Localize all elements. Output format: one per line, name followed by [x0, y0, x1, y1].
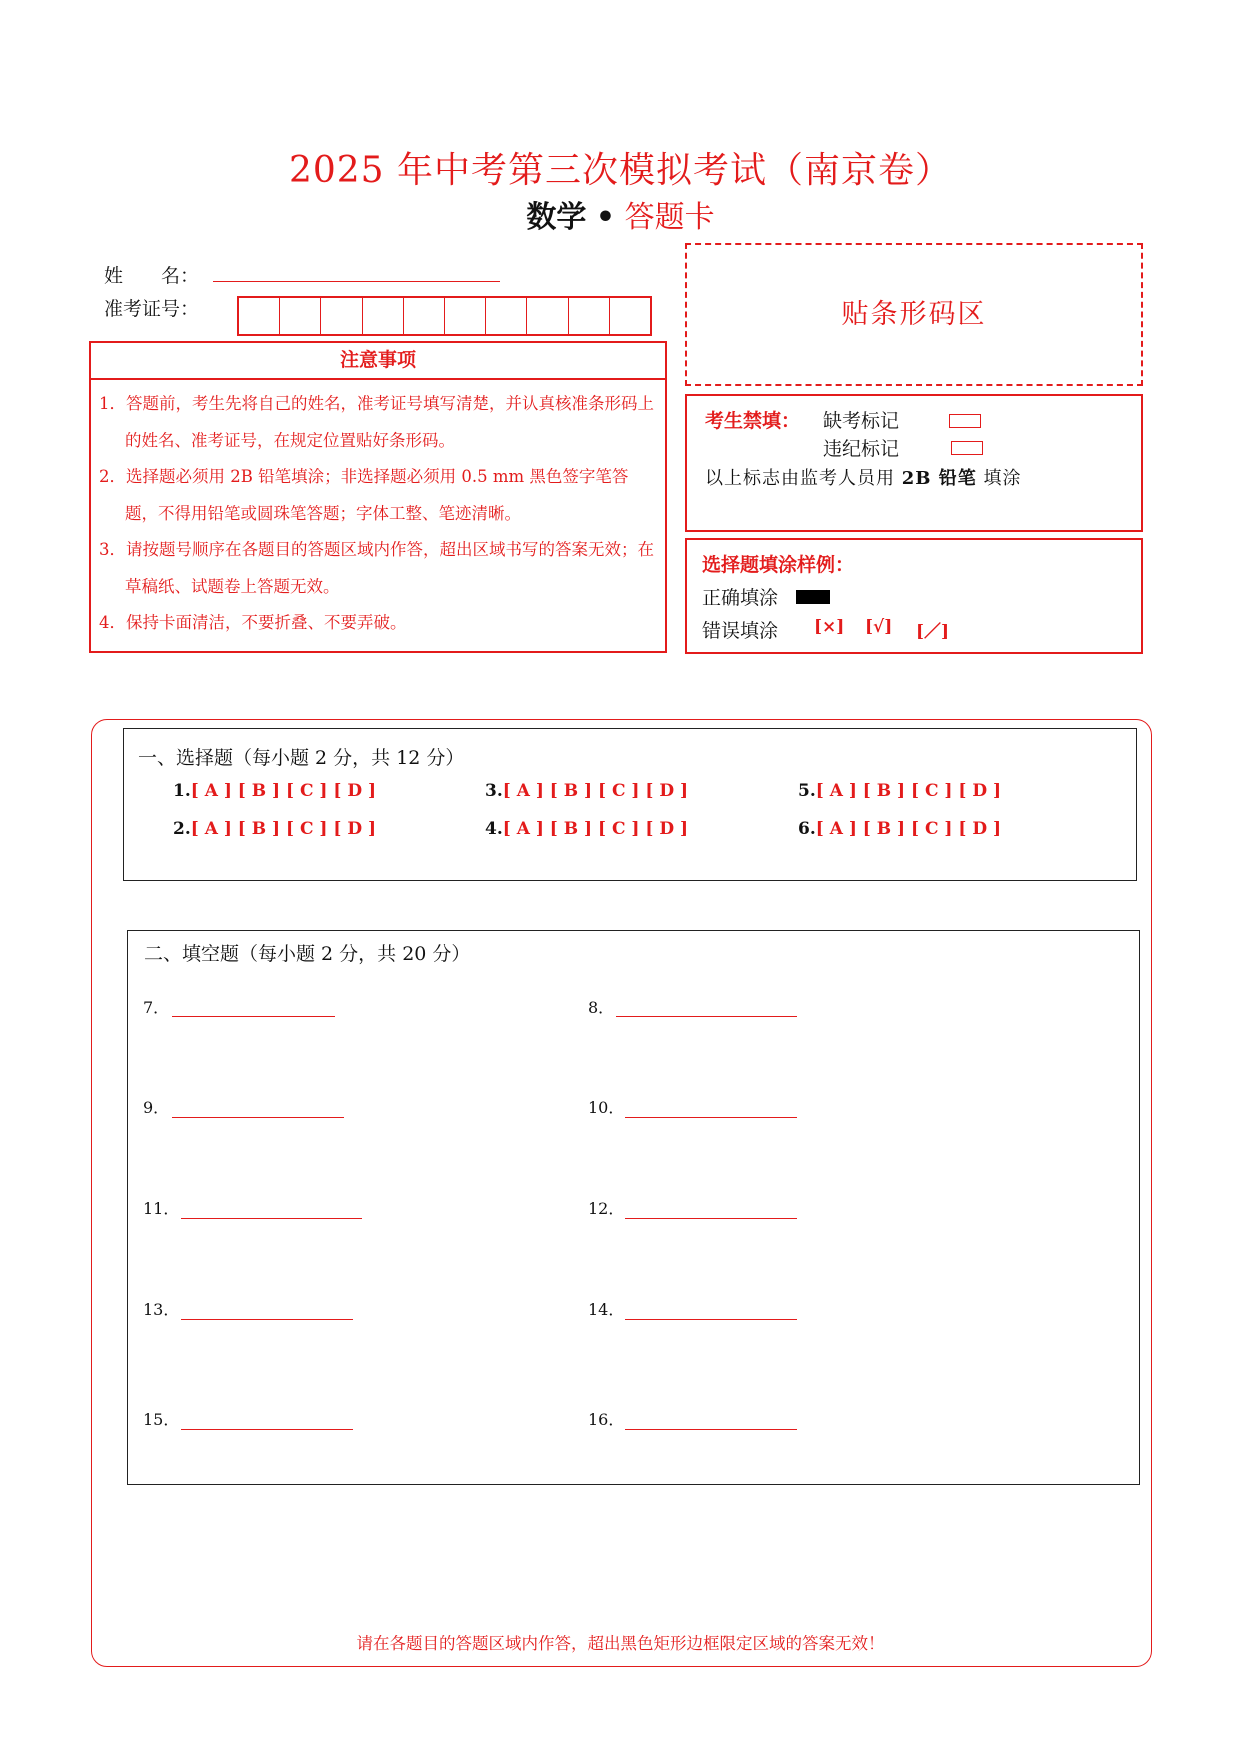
- fb-answer-7[interactable]: [172, 1016, 335, 1017]
- fb-number-12: 12．: [588, 1199, 625, 1218]
- absent-label: 缺考标记: [823, 410, 900, 432]
- correct-fill-block: [796, 590, 830, 604]
- id-cell[interactable]: [239, 298, 280, 334]
- wrong-mark-x: [×]: [814, 617, 845, 637]
- card-label: 答题卡: [624, 200, 715, 235]
- id-label: 准考证号：: [104, 298, 200, 320]
- violation-mark-box[interactable]: [951, 441, 983, 455]
- fb-number-9: 9．: [143, 1098, 170, 1117]
- notice-title: 注意事项: [89, 341, 667, 380]
- proctor-note-post: 填涂: [983, 468, 1022, 489]
- id-cell[interactable]: [321, 298, 362, 334]
- id-cell[interactable]: [527, 298, 568, 334]
- sample-title: 选择题填涂样例：: [702, 554, 855, 576]
- fb-number-15: 15．: [143, 1410, 180, 1429]
- fb-answer-14[interactable]: [625, 1319, 797, 1320]
- fill-sample-box: [685, 538, 1143, 654]
- id-cell[interactable]: [610, 298, 650, 334]
- fb-answer-9[interactable]: [172, 1117, 344, 1118]
- mc-question-5[interactable]: 5.[ A ] [ B ] [ C ] [ D ]: [798, 781, 1002, 801]
- absent-mark-box[interactable]: [949, 414, 981, 428]
- correct-fill-label: 正确填涂: [702, 587, 779, 609]
- exam-title: 2025 年中考第三次模拟考试（南京卷）: [288, 150, 953, 191]
- separator-dot: •: [595, 200, 616, 235]
- fb-answer-15[interactable]: [181, 1429, 353, 1430]
- notice-item-3: 3．请按题号顺序在各题目的答题区域内作答，超出区域书写的答案无效；在草稿纸、试题卷上答题无效。: [99, 540, 654, 596]
- fb-answer-10[interactable]: [625, 1117, 797, 1118]
- mc-question-2[interactable]: 2.[ A ] [ B ] [ C ] [ D ]: [173, 819, 377, 839]
- wrong-mark-slash: [／]: [916, 622, 950, 642]
- fb-answer-8[interactable]: [616, 1016, 797, 1017]
- section2-title: 二、填空题（每小题 2 分，共 20 分）: [144, 943, 471, 965]
- fb-answer-16[interactable]: [625, 1429, 797, 1430]
- name-field[interactable]: [213, 281, 500, 282]
- id-cell[interactable]: [569, 298, 610, 334]
- id-cell[interactable]: [363, 298, 404, 334]
- fb-answer-13[interactable]: [181, 1319, 353, 1320]
- section1-title: 一、选择题（每小题 2 分，共 12 分）: [138, 747, 465, 769]
- fill-blank-section: [127, 930, 1140, 1485]
- mc-question-1[interactable]: 1.[ A ] [ B ] [ C ] [ D ]: [173, 781, 377, 801]
- violation-label: 违纪标记: [823, 438, 900, 460]
- proctor-title: 考生禁填：: [705, 410, 801, 432]
- mc-question-3[interactable]: 3.[ A ] [ B ] [ C ] [ D ]: [485, 781, 689, 801]
- proctor-box: [685, 394, 1143, 532]
- id-cell[interactable]: [486, 298, 527, 334]
- id-cell[interactable]: [445, 298, 486, 334]
- fb-number-8: 8．: [588, 998, 615, 1017]
- barcode-area[interactable]: 贴条形码区: [685, 243, 1143, 386]
- fb-number-10: 10．: [588, 1098, 625, 1117]
- fb-number-13: 13．: [143, 1300, 180, 1319]
- notice-body: [89, 380, 667, 653]
- mc-question-6[interactable]: 6.[ A ] [ B ] [ C ] [ D ]: [798, 819, 1002, 839]
- subject-label: 数学: [526, 200, 587, 235]
- wrong-mark-check: [√]: [865, 617, 893, 637]
- footer-warning: 请在各题目的答题区域内作答，超出黑色矩形边框限定区域的答案无效！: [356, 1634, 885, 1653]
- fb-answer-11[interactable]: [181, 1218, 362, 1219]
- id-number-boxes[interactable]: [237, 296, 652, 336]
- fb-number-7: 7．: [143, 998, 170, 1017]
- proctor-note-bold: 2B 铅笔: [901, 468, 977, 489]
- name-label: 姓 名：: [104, 265, 200, 287]
- notice-item-2: 2．选择题必须用 2B 铅笔填涂；非选择题必须用 0.5 mm 黑色签字笔答题，不得用铅笔或圆珠笔答题；字体工整、笔迹清晰。: [99, 467, 629, 523]
- multiple-choice-section: [123, 728, 1137, 881]
- fb-number-16: 16．: [588, 1410, 625, 1429]
- id-cell[interactable]: [280, 298, 321, 334]
- notice-item-1: 1．答题前，考生先将自己的姓名，准考证号填写清楚，并认真核准条形码上的姓名、准考证号，在规定位置贴好条形码。: [99, 394, 654, 450]
- notice-item-4: 4．保持卡面清洁，不要折叠、不要弄破。: [99, 613, 407, 632]
- id-cell[interactable]: [404, 298, 445, 334]
- proctor-note-pre: 以上标志由监考人员用: [705, 468, 895, 489]
- mc-question-4[interactable]: 4.[ A ] [ B ] [ C ] [ D ]: [485, 819, 689, 839]
- subtitle: [0, 192, 1241, 236]
- fb-answer-12[interactable]: [625, 1218, 797, 1219]
- fb-number-14: 14．: [588, 1300, 625, 1319]
- wrong-fill-label: 错误填涂: [702, 620, 779, 642]
- fb-number-11: 11．: [143, 1199, 180, 1218]
- proctor-note: [705, 464, 1021, 490]
